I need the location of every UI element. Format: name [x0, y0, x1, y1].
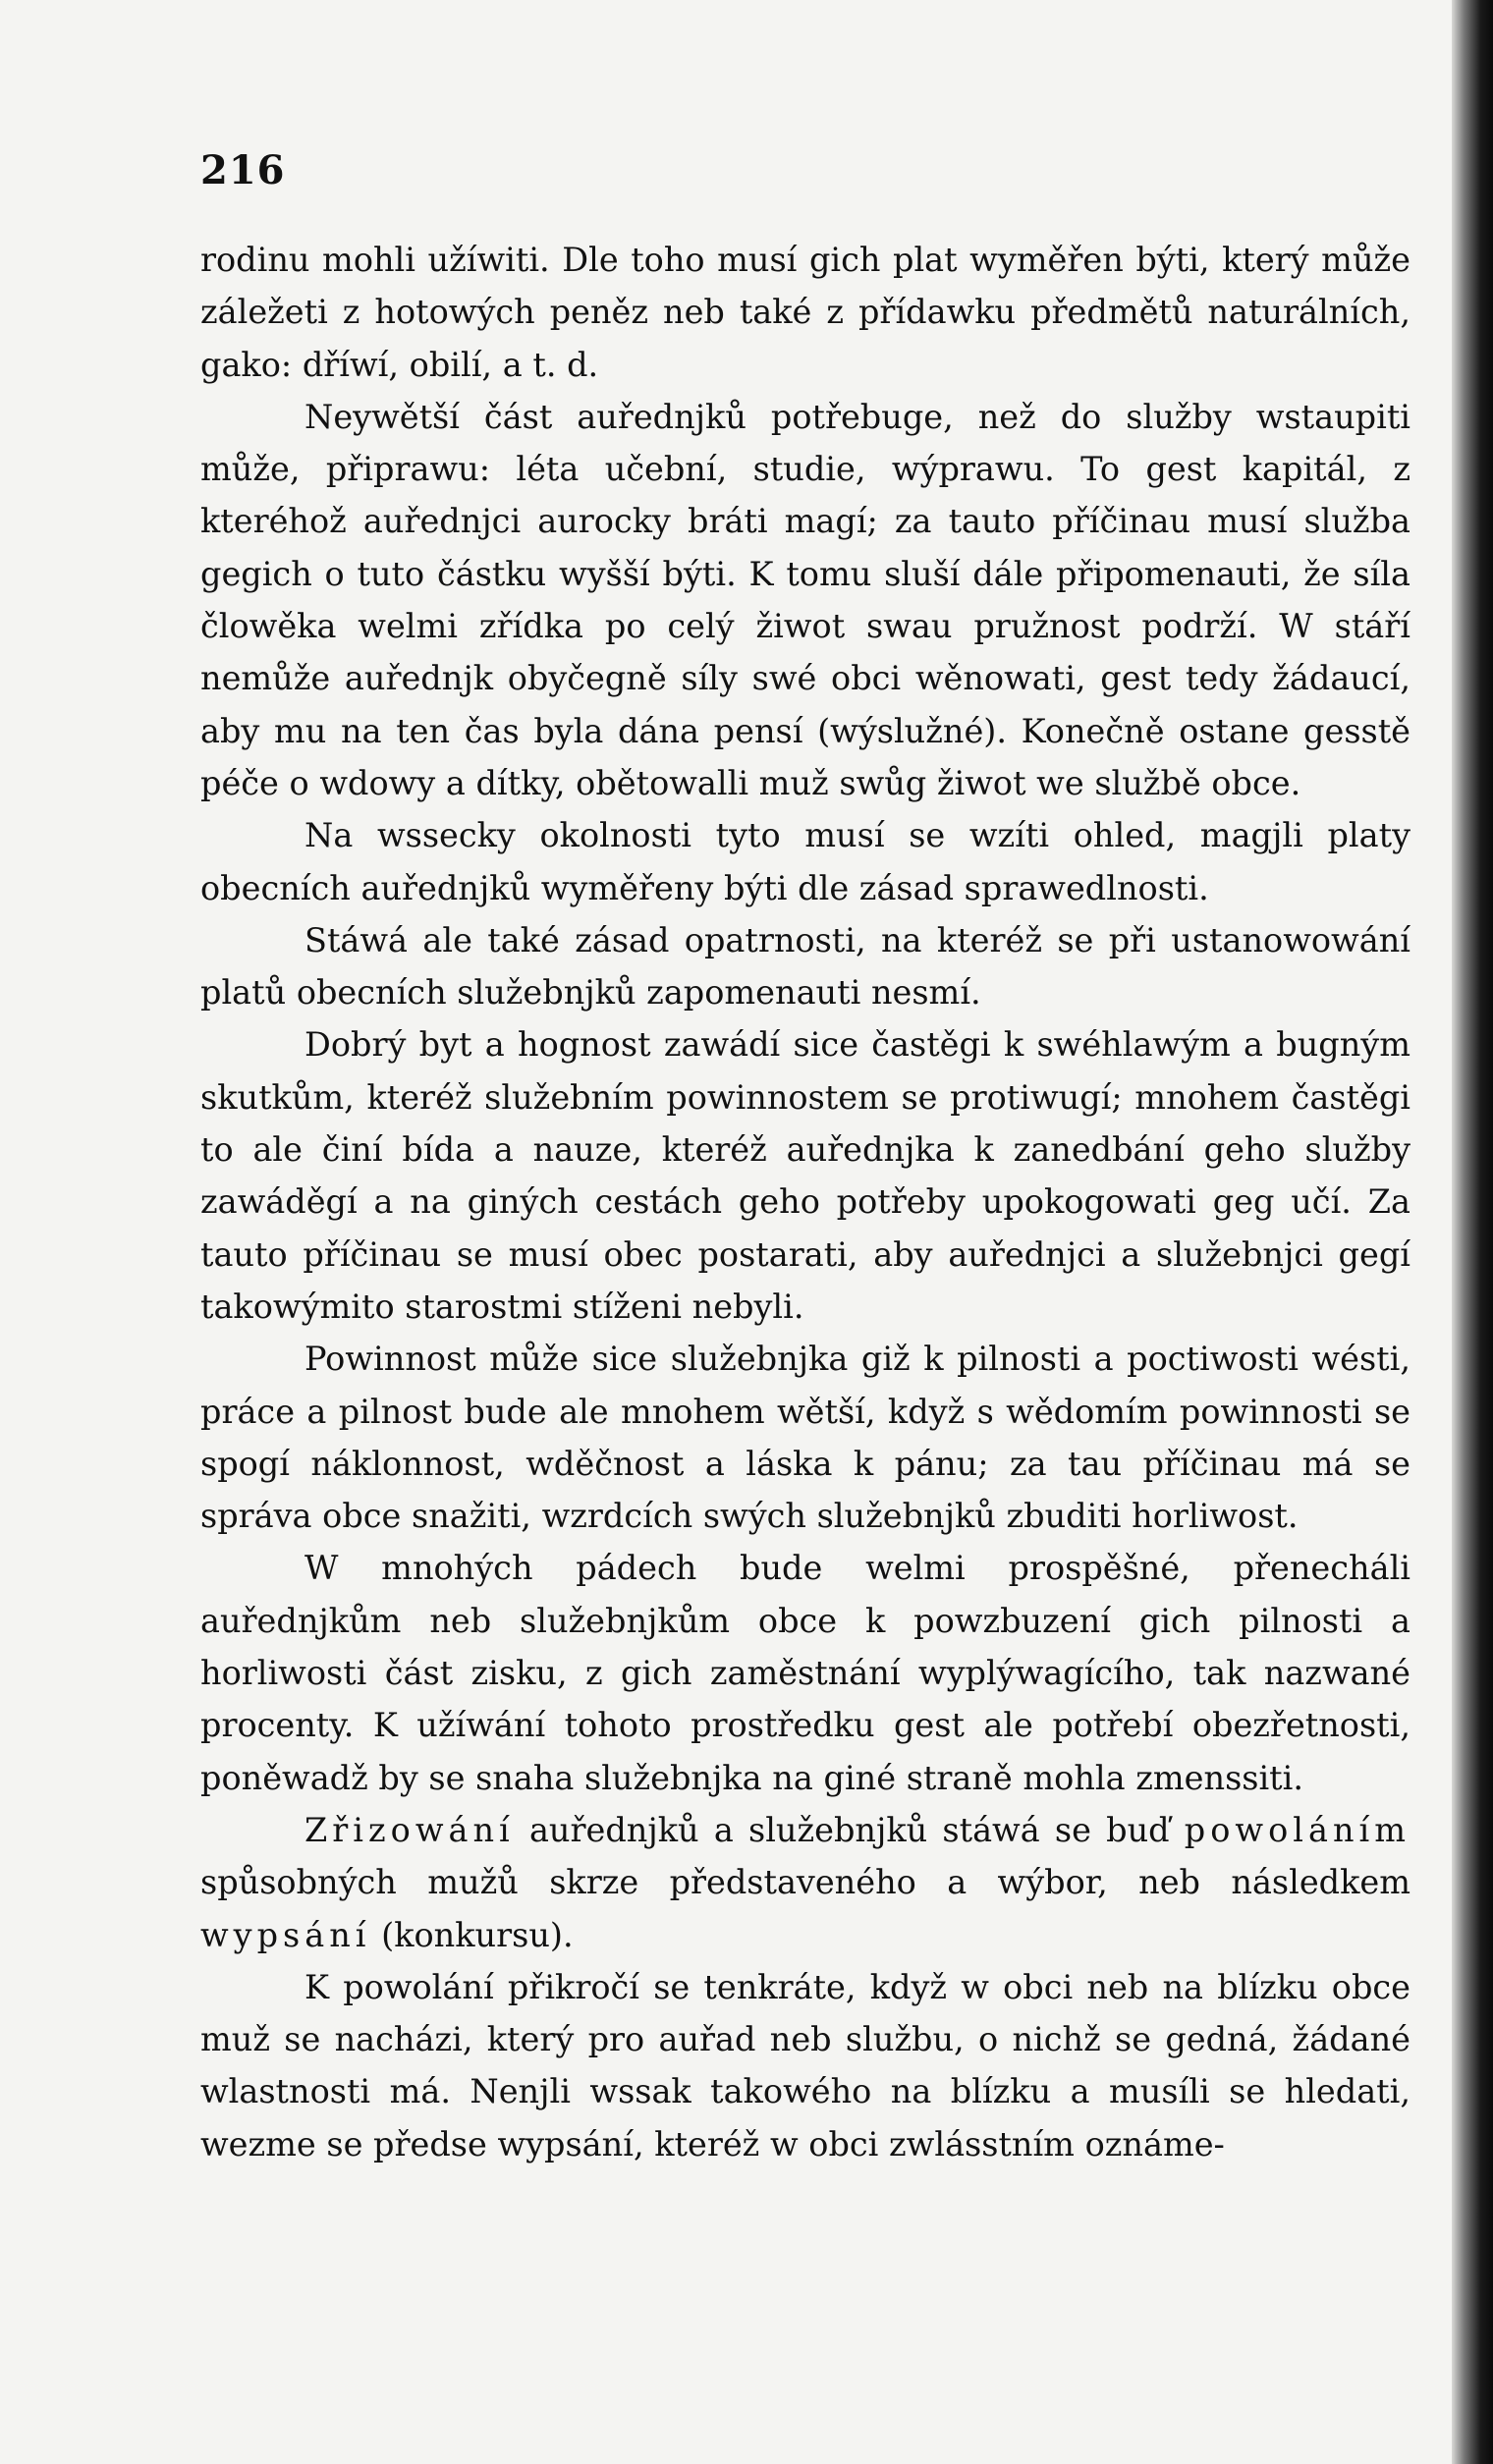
paragraph-text: Stáwá ale také zásad opatrnosti, na kteréž se při ustanowowání platů obecních služebnjků zapomenauti nesmí. [200, 920, 1410, 1013]
page-edge-shadow [1452, 0, 1493, 2464]
paragraph-text: (konkursu). [370, 1915, 574, 1954]
paragraph-7 [200, 1542, 1410, 1803]
paragraph-5 [200, 1018, 1410, 1333]
paragraph-text: rodinu mohli užíwiti. Dle toho musí gich plat wyměřen býti, který může záležeti z hotowých peněz neb také z přídawku předmětů naturálních, gako: dříwí, obilí, a t. d. [200, 241, 1410, 384]
spaced-term-wypsani: wypsání [200, 1915, 371, 1954]
body-text [200, 234, 1410, 2170]
paragraph-text: K powolání přikročí se tenkráte, když w obci neb na blízku obce muž se nacházi, který pro auřad neb službu, o nichž se gedná, žádané wlastnosti má. Nenjli wssak takowého na blízku a musíli se hledati, wezme se předse wypsání, kteréž w obci zwlásstním oznáme- [200, 1967, 1410, 2163]
paragraph-9 [200, 1961, 1410, 2170]
paragraph-text: Powinnost může sice služebnjka giž k pilnosti a poctiwosti wésti, práce a pilnost bude ale mnohem wětší, když s wědomím powinnosti se spogí náklonnost, wděčnost a láska k pánu; za tau příčinau má se správa obce snažiti, wzrdcích swých služebnjků zbuditi horliwost. [200, 1340, 1410, 1536]
paragraph-1 [200, 234, 1410, 391]
paragraph-text: Dobrý byt a hognost zawádí sice častěgi k swéhlawým a bugným skutkům, kteréž služebním powinnostem se protiwugí; mnohem častěgi to ale činí bída a nauze, kteréž auřednjka k zanedbání geho služby zawáděgí a na giných cestách geho potřeby upokogowati geg učí. Za tauto příčinau se musí obec postarati, aby auřednjci a služebnjci gegí takowýmito starostmi stíženi nebyli. [200, 1025, 1410, 1326]
spaced-term-zrizowani: Zřizowání [304, 1810, 515, 1849]
spaced-term-powolanim: powoláním [1184, 1810, 1410, 1849]
paragraph-text: W mnohých pádech bude welmi prospěšné, přenecháli auřednjkům neb služebnjkům obce k powzbuzení gich pilnosti a horliwosti část zisku, z gich zaměstnání wyplýwagícího, tak nazwané procenty. K užíwání tohoto prostředku gest ale potřebí obezřetnosti, poněwadž by se snaha služebnjka na giné straně mohla zmenssiti. [200, 1549, 1410, 1797]
paragraph-text: spůsobných mužů skrze představeného a wýbor, neb následkem [200, 1863, 1410, 1902]
paragraph-2 [200, 391, 1410, 809]
paragraph-text: Neywětší část auřednjků potřebuge, než do služby wstaupiti může, připrawu: léta učební, studie, wýprawu. To gest kapitál, z kteréhož auřednjci aurocky bráti magí; za tauto příčinau musí služba gegich o tuto částku wyšší býti. K tomu sluší dále připomenauti, že síla člowěka welmi zřídka po celý žiwot swau pružnost podrží. W stáří nemůže auřednjk obyčegně síly swé obci wěnowati, gest tedy žádaucí, aby mu na ten čas byla dána pensí (wýslužné). Konečně ostane gesstě péče o wdowy a dítky, obětowalli muž swůg žiwot we službě obce. [200, 397, 1410, 802]
page-number: 216 [200, 147, 286, 193]
paragraph-4 [200, 914, 1410, 1019]
paragraph-3 [200, 809, 1410, 914]
paragraph-6 [200, 1333, 1410, 1542]
paragraph-8 [200, 1804, 1410, 1961]
paragraph-text: auřednjků a služebnjků stáwá se buď [514, 1810, 1185, 1849]
paragraph-text: Na wssecky okolnosti tyto musí se wzíti ohled, magjli platy obecních auřednjků wyměřeny býti dle zásad sprawedlnosti. [200, 816, 1410, 907]
